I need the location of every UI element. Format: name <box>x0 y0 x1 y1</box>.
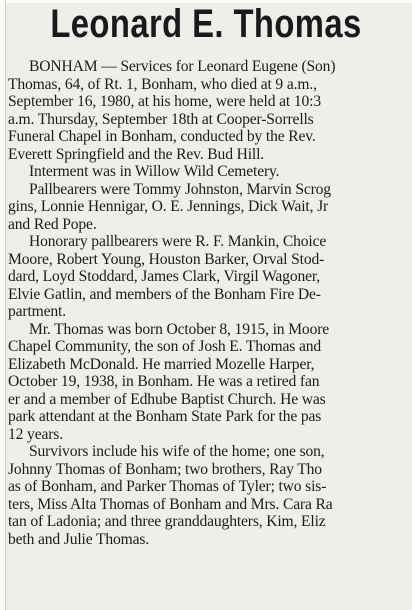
text-line: Chapel Community, the son of Josh E. Thomas and <box>8 338 322 355</box>
text-line: Elizabeth McDonald. He married Mozelle Harper, <box>8 355 315 373</box>
obituary-headline: Leonard E. Thomas <box>50 2 362 46</box>
text-line: Pallbearers were Tommy Johnston, Marvin Scrog <box>29 180 331 198</box>
text-line: October 19, 1938, in Bonham. He was a retired fan <box>8 373 320 390</box>
text-line: er and a member of Edhube Baptist Church. He was <box>8 390 326 408</box>
obituary-body <box>8 58 412 548</box>
text-line: a.m. Thursday, September 18th at Cooper-Sorrells <box>8 110 314 128</box>
text-line: Thomas, 64, of Rt. 1, Bonham, who died at 9 a.m., <box>8 75 317 93</box>
text-line: Funeral Chapel in Bonham, conducted by the Rev. <box>8 128 316 145</box>
text-line: Johnny Thomas of Bonham; two brothers, Ray Tho <box>8 460 322 478</box>
text-line: Survivors include his wife of the home; one son, <box>29 443 325 460</box>
text-line: ters, Miss Alta Thomas of Bonham and Mrs. Cara Ra <box>8 495 333 513</box>
text-line: Moore, Robert Young, Houston Barker, Orval Stod- <box>8 250 325 268</box>
text-line: September 16, 1980, at his home, were held at 10:3 <box>8 93 321 110</box>
text-line: gins, Lonnie Hennigar, O. E. Jennings, Dick Wait, Jr <box>8 198 329 215</box>
text-line: 12 years. <box>8 425 63 443</box>
text-line: park attendant at the Bonham State Park for the pas <box>8 408 322 425</box>
text-line: tan of Ladonia; and three granddaughters, Kim, Eliz <box>8 513 326 530</box>
text-line: BONHAM — Services for Leonard Eugene (Son) <box>29 58 336 75</box>
text-line: Elvie Gatlin, and members of the Bonham Fire De- <box>8 285 321 303</box>
text-line: partment. <box>8 303 66 320</box>
text-line: beth and Julie Thomas. <box>8 530 150 548</box>
text-line: as of Bonham, and Parker Thomas of Tyler; two sis- <box>8 478 327 495</box>
text-line: Honorary pallbearers were R. F. Mankin, Choice <box>29 233 327 250</box>
text-line: Mr. Thomas was born October 8, 1915, in Moore <box>29 320 330 338</box>
text-line: dard, Loyd Stoddard, James Clark, Virgil Wagoner, <box>8 268 321 285</box>
text-line: and Red Pope. <box>8 215 97 233</box>
paper-left-edge <box>0 0 6 610</box>
text-line: Interment was in Willow Wild Cemetery. <box>29 163 280 180</box>
text-line: Everett Springfield and the Rev. Bud Hill. <box>8 145 264 163</box>
